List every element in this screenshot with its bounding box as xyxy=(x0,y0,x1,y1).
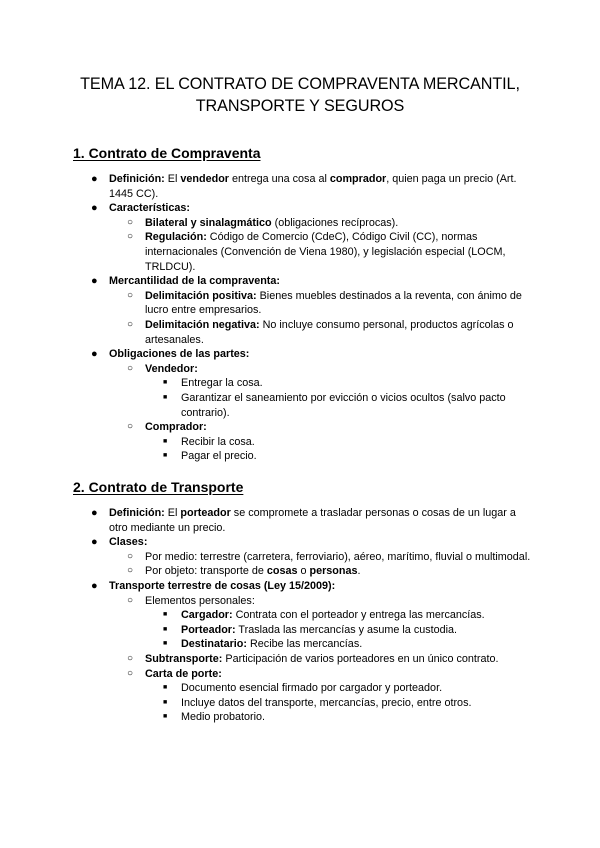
text: se compromete a trasladar personas o cosas de un lugar a otro mediante un precio. xyxy=(109,507,516,534)
hollow-circle-bullet-icon: ○ xyxy=(127,550,134,562)
text: Por objeto: transporte de xyxy=(145,565,267,578)
filled-circle-bullet-icon: ● xyxy=(91,348,98,361)
text: Bienes muebles destinados a la reventa, con ánimo de lucro entre empresarios. xyxy=(145,289,522,317)
list-item xyxy=(0,201,600,216)
text: entrega una cosa al xyxy=(229,173,330,185)
text: . xyxy=(357,565,361,578)
list-item xyxy=(0,594,600,609)
filled-circle-bullet-icon: ● xyxy=(91,536,98,549)
text: Recibe las mercancías. xyxy=(247,638,363,651)
text: , quien paga un precio (Art. 1445 CC). xyxy=(109,173,517,200)
text: Traslada las mercancías y asume la custodia. xyxy=(235,623,458,636)
square-bullet-icon: ■ xyxy=(163,698,168,706)
square-bullet-icon: ■ xyxy=(163,379,168,387)
square-bullet-icon: ■ xyxy=(163,625,168,633)
bold-text: Características: xyxy=(109,202,191,215)
section-list-transporte xyxy=(0,506,600,725)
hollow-circle-bullet-icon: ○ xyxy=(127,318,134,330)
text: Elementos personales: xyxy=(145,594,255,607)
list-item xyxy=(0,362,600,377)
list-item xyxy=(0,637,600,652)
section-list-compraventa xyxy=(0,172,600,464)
list-item xyxy=(0,564,600,579)
hollow-circle-bullet-icon: ○ xyxy=(127,216,134,228)
filled-circle-bullet-icon: ● xyxy=(91,579,98,592)
text: o xyxy=(297,565,310,578)
bold-text: Definición: xyxy=(109,507,165,519)
bold-text: Mercantilidad de la compraventa: xyxy=(109,275,280,288)
bold-text: porteador xyxy=(180,507,231,519)
text: Código de Comercio (CdeC), Código Civil (CC), normas internacionales (Convención de Viena 1980), y legislación especial (LOCM, TRLDCU). xyxy=(145,231,506,273)
list-item xyxy=(0,216,600,231)
list-item xyxy=(0,172,600,201)
list-item xyxy=(0,274,600,289)
bold-text: comprador xyxy=(329,173,387,185)
hollow-circle-bullet-icon: ○ xyxy=(127,231,134,243)
bold-text: personas xyxy=(309,565,358,578)
list-item xyxy=(0,318,600,347)
list-item xyxy=(0,435,600,450)
bold-text: Destinatario: xyxy=(181,638,247,651)
list-item xyxy=(0,347,600,362)
hollow-circle-bullet-icon: ○ xyxy=(127,667,134,679)
filled-circle-bullet-icon: ● xyxy=(91,507,98,519)
section-heading-transporte: 2. Contrato de Transporte xyxy=(73,479,244,495)
bold-text: cosas xyxy=(266,565,298,578)
text: Documento esencial firmado por cargador y porteador. xyxy=(181,682,443,695)
bold-text: Carta de porte: xyxy=(145,667,222,680)
square-bullet-icon: ■ xyxy=(163,713,168,721)
text: Incluye datos del transporte, mercancías, precio, entre otros. xyxy=(181,696,472,709)
bold-text: Bilateral y sinalagmático xyxy=(145,216,272,229)
document-title xyxy=(40,73,560,117)
hollow-circle-bullet-icon: ○ xyxy=(127,652,134,664)
list-item xyxy=(0,535,600,550)
text: No incluye consumo personal, productos agrícolas o artesanales. xyxy=(145,318,514,346)
title-line-1: TEMA 12. EL CONTRATO DE COMPRAVENTA MERCANTIL, xyxy=(80,75,520,93)
list-item xyxy=(0,506,600,535)
square-bullet-icon: ■ xyxy=(163,452,168,460)
list-item xyxy=(0,710,600,725)
filled-circle-bullet-icon: ● xyxy=(91,202,98,215)
list-item xyxy=(0,652,600,667)
text: Contrata con el porteador y entrega las mercancías. xyxy=(232,609,485,622)
list-item xyxy=(0,681,600,696)
bold-text: Obligaciones de las partes: xyxy=(109,348,250,361)
bold-text: Definición: xyxy=(109,173,165,185)
square-bullet-icon: ■ xyxy=(163,437,168,445)
bold-text: Regulación: xyxy=(145,231,207,244)
bold-text: Subtransporte: xyxy=(145,652,223,665)
bold-text: Transporte terrestre de cosas (Ley 15/2009): xyxy=(109,579,336,592)
filled-circle-bullet-icon: ● xyxy=(91,275,98,288)
list-item xyxy=(0,667,600,682)
text: El xyxy=(164,507,181,519)
bold-text: Delimitación positiva: xyxy=(145,289,257,302)
list-item xyxy=(0,289,600,318)
text: Por medio: terrestre (carretera, ferroviario), aéreo, marítimo, fluvial o multimodal. xyxy=(145,550,531,563)
hollow-circle-bullet-icon: ○ xyxy=(127,565,134,577)
text: Entregar la cosa. xyxy=(181,377,263,390)
hollow-circle-bullet-icon: ○ xyxy=(127,289,134,301)
list-item xyxy=(0,696,600,711)
hollow-circle-bullet-icon: ○ xyxy=(127,421,134,433)
list-item xyxy=(0,579,600,594)
list-item xyxy=(0,449,600,464)
text: Medio probatorio. xyxy=(181,711,266,724)
text: (obligaciones recíprocas). xyxy=(271,216,399,229)
square-bullet-icon: ■ xyxy=(163,611,168,619)
list-item xyxy=(0,376,600,391)
filled-circle-bullet-icon: ● xyxy=(91,173,98,185)
square-bullet-icon: ■ xyxy=(163,393,168,401)
list-item xyxy=(0,623,600,638)
bold-text: Comprador: xyxy=(145,421,207,434)
bold-text: Delimitación negativa: xyxy=(145,318,260,331)
bold-text: Clases: xyxy=(109,536,148,549)
text: El xyxy=(164,173,181,185)
list-item xyxy=(0,230,600,274)
bold-text: Porteador: xyxy=(181,623,236,636)
square-bullet-icon: ■ xyxy=(163,640,168,648)
hollow-circle-bullet-icon: ○ xyxy=(127,594,134,606)
list-item xyxy=(0,420,600,435)
title-line-2: TRANSPORTE Y SEGUROS xyxy=(195,97,405,115)
bold-text: vendedor xyxy=(180,173,230,185)
text: Recibir la cosa. xyxy=(181,435,255,448)
bold-text: Vendedor: xyxy=(145,362,198,375)
list-item xyxy=(0,391,600,420)
list-item xyxy=(0,608,600,623)
square-bullet-icon: ■ xyxy=(163,684,168,692)
section-heading-compraventa: 1. Contrato de Compraventa xyxy=(73,145,261,161)
text: Pagar el precio. xyxy=(181,450,257,463)
text: Garantizar el saneamiento por evicción o vicios ocultos (salvo pacto contrario). xyxy=(181,391,506,419)
list-item xyxy=(0,550,600,565)
text: Participación de varios porteadores en un único contrato. xyxy=(222,652,499,665)
hollow-circle-bullet-icon: ○ xyxy=(127,362,134,374)
bold-text: Cargador: xyxy=(181,609,233,622)
